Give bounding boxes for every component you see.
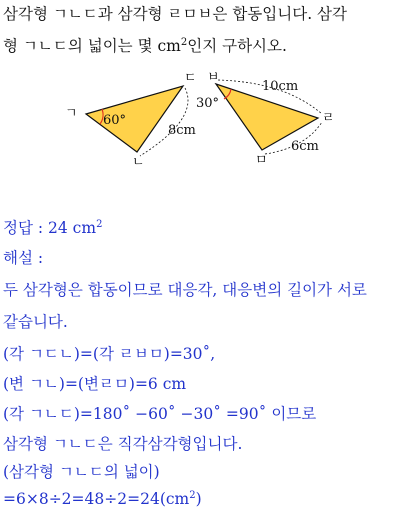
triangle-figure (0, 68, 400, 168)
solution-title: 해설 : (3, 249, 44, 267)
question-line-1: 삼각형 ㄱㄴㄷ과 삼각형 ㄹㅁㅂ은 합동입니다. 삼각 (3, 5, 347, 23)
vertex-digeut: ㄷ (184, 71, 197, 86)
question-unit-superscript: 2 (180, 36, 188, 48)
solution-line-7: (삼각형 ㄱㄴㄷ의 넓이) (3, 463, 160, 481)
right-top-side-label: 10cm (262, 79, 299, 94)
solution-line-2: 같습니다. (3, 313, 68, 331)
vertex-nieun: ㄴ (132, 155, 145, 168)
question-line-2-tail: 인지 구하시오. (187, 37, 287, 55)
question-line-2-text: 형 ㄱㄴㄷ의 넓이는 몇 cm (3, 37, 181, 55)
solution-line-8 (3, 490, 202, 508)
vertex-bieup: ㅂ (207, 70, 220, 85)
solution-unit-superscript: 2 (189, 489, 196, 501)
answer-line (3, 216, 102, 238)
solution-line-8-tail: ) (195, 490, 202, 508)
left-angle-label: 60° (103, 113, 127, 128)
vertex-rieul: ㄹ (322, 111, 335, 126)
answer-value: 24 cm (48, 219, 97, 237)
right-angle-label: 30° (196, 96, 220, 111)
solution-line-3: (각 ㄱㄷㄴ)=(각 ㄹㅂㅁ)=30˚, (3, 345, 216, 363)
solution-line-8-text: =6×8÷2=48÷2=24(cm (3, 490, 190, 508)
vertex-mieum: ㅁ (255, 153, 268, 168)
solution-line-6: 삼각형 ㄱㄴㄷ은 직각삼각형입니다. (3, 435, 243, 453)
answer-label: 정답 : (3, 219, 49, 237)
vertex-giyeok: ㄱ (65, 106, 78, 121)
left-triangle (86, 86, 183, 152)
answer-unit-superscript: 2 (96, 218, 103, 230)
left-side-label: 8cm (168, 123, 196, 138)
right-bottom-side-label: 6cm (291, 139, 319, 154)
solution-line-1: 두 삼각형은 합동이므로 대응각, 대응변의 길이가 서로 (3, 281, 367, 299)
solution-line-5: (각 ㄱㄴㄷ)=180˚ −60˚ −30˚ =90˚ 이므로 (3, 405, 317, 423)
solution-line-4: (변 ㄱㄴ)=(변ㄹㅁ)=6 cm (3, 375, 187, 393)
question-line-2 (3, 34, 287, 56)
